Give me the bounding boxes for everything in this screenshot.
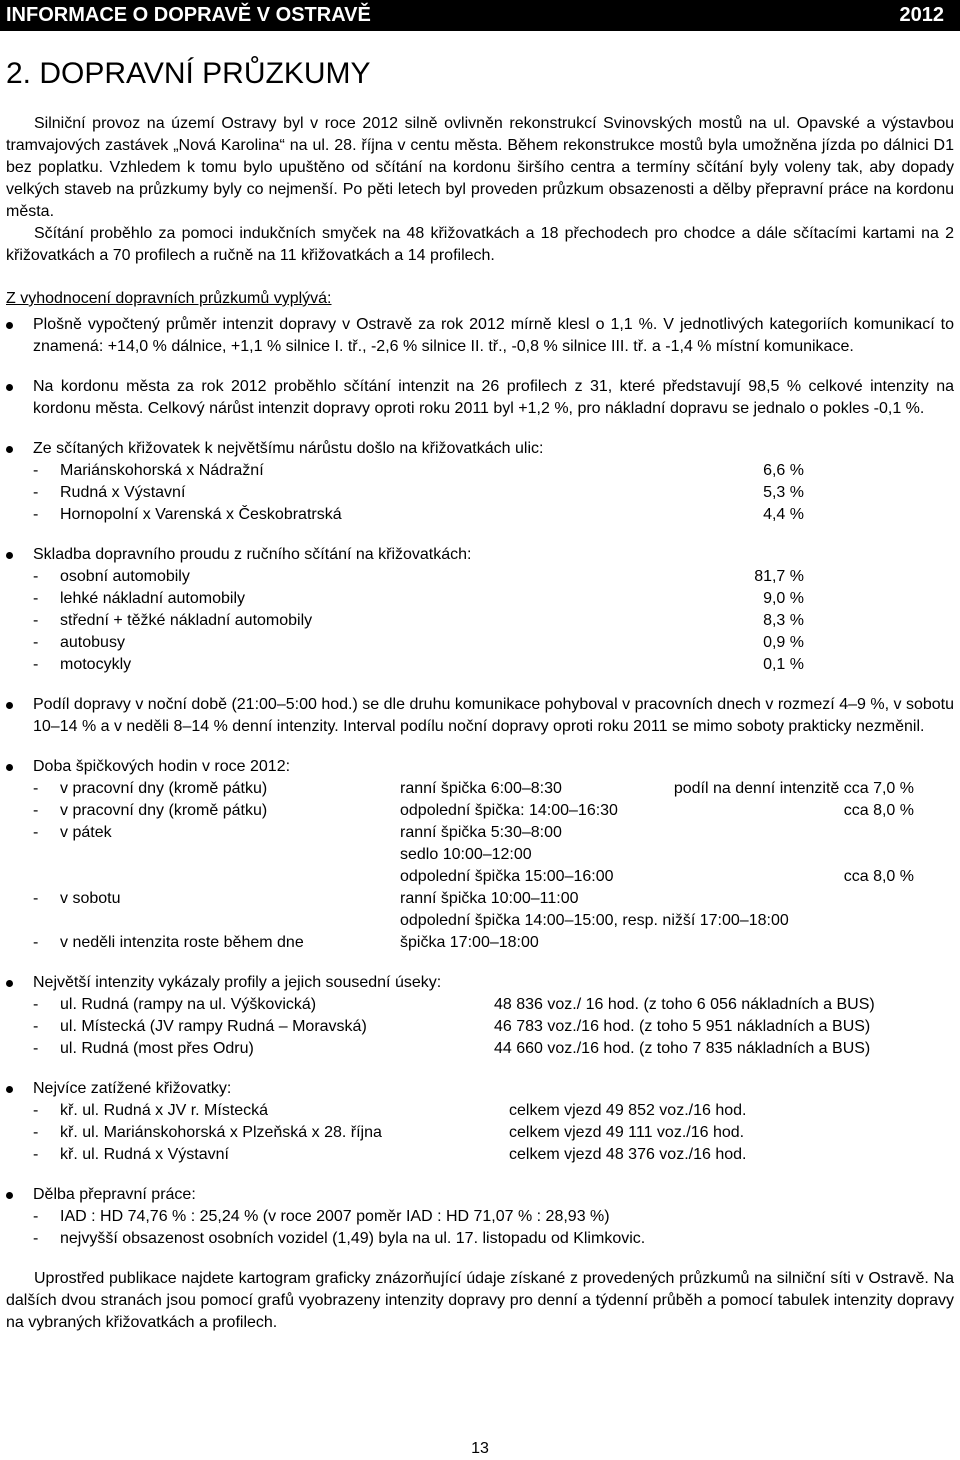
peak-hours-list bbox=[6, 778, 954, 954]
item-name: ul. Rudná (rampy na ul. Výškovická) bbox=[60, 996, 317, 1013]
bullet-icon bbox=[6, 1192, 13, 1199]
item-text: nejvyšší obsazenost osobních vozidel (1,49) byla na ul. 17. listopadu od Klimkovic. bbox=[60, 1230, 646, 1247]
item-name: Mariánskohorská x Nádražní bbox=[60, 462, 264, 479]
list-item bbox=[6, 588, 954, 610]
item-name: osobní automobily bbox=[60, 568, 190, 585]
busiest-intersections-list bbox=[6, 1100, 954, 1166]
item-value: celkem vjezd 48 376 voz./16 hod. bbox=[509, 1146, 747, 1163]
list-item bbox=[6, 482, 954, 504]
peak-time: špička 17:00–18:00 bbox=[400, 934, 539, 951]
finding-cordon bbox=[6, 376, 954, 420]
list-dash: - bbox=[33, 462, 39, 479]
list-dash: - bbox=[33, 934, 39, 951]
peak-share: cca 8,0 % bbox=[843, 868, 914, 885]
traffic-composition-list bbox=[6, 566, 954, 676]
list-item bbox=[6, 1038, 954, 1060]
item-value: 81,7 % bbox=[754, 568, 804, 585]
item-name: motocykly bbox=[60, 656, 132, 673]
finding-peak-hours bbox=[6, 756, 954, 778]
item-text: IAD : HD 74,76 % : 25,24 % (v roce 2007 poměr IAD : HD 71,07 % : 28,93 %) bbox=[60, 1208, 610, 1225]
peak-row bbox=[6, 910, 954, 932]
list-dash: - bbox=[33, 634, 39, 651]
list-dash: - bbox=[33, 590, 39, 607]
page-header bbox=[0, 0, 960, 31]
findings-heading: Z vyhodnocení dopravních průzkumů vyplývá: bbox=[6, 290, 332, 307]
peak-row bbox=[6, 844, 954, 866]
list-item bbox=[6, 566, 954, 588]
chapter-title: 2. DOPRAVNÍ PRŮZKUMY bbox=[6, 57, 371, 90]
header-year: 2012 bbox=[899, 4, 944, 26]
peak-row bbox=[6, 932, 954, 954]
item-value: 4,4 % bbox=[763, 506, 804, 523]
item-value: 0,1 % bbox=[763, 656, 804, 673]
list-item bbox=[6, 1100, 954, 1122]
list-item bbox=[6, 504, 954, 526]
list-item bbox=[6, 632, 954, 654]
peak-row bbox=[6, 888, 954, 910]
intro-paragraph-2: Sčítání proběhlo za pomoci indukčních smyček na 48 křižovatkách a 18 přechodech pro chodce a dále sčítacími kartami na 2 křižovatkách a 70 profilech a ručně na 11 křižovatkách a 14 profilech. bbox=[6, 225, 954, 264]
peak-time: odpolední špička 15:00–16:00 bbox=[400, 868, 614, 885]
intro-paragraph-1: Silniční provoz na území Ostravy byl v roce 2012 silně ovlivněn rekonstrukcí Svinovských mostů na ul. Opavské a výstavbou tramvajových zastávek „Nová Karolina“ na ul. 28. října v centu města. Během rekonstrukce mostů byla umožněna jízda po dálnici D1 bez poplatku. Vzhledem k tomu bylo upuštěno od sčítání na kordonu širšího centra a termíny sčítání byly voleny tak, aby dopady velkých staveb na průzkumy byly co nejmenší. Po pěti letech byl proveden průzkum obsazenosti a dělby přepravní práce na kordonu města. bbox=[6, 115, 954, 220]
finding-title: Dělba přepravní práce: bbox=[33, 1186, 196, 1203]
list-item bbox=[6, 460, 954, 482]
peak-time: odpolední špička: 14:00–16:30 bbox=[400, 802, 618, 819]
list-item bbox=[6, 1206, 954, 1228]
bullet-icon bbox=[6, 1086, 13, 1093]
finding-modal-split bbox=[6, 1184, 954, 1206]
list-dash: - bbox=[33, 484, 39, 501]
list-dash: - bbox=[33, 1124, 39, 1141]
highest-profiles-list bbox=[6, 994, 954, 1060]
peak-time: odpolední špička 14:00–15:00, resp. nižší 17:00–18:00 bbox=[400, 912, 789, 929]
list-item bbox=[6, 610, 954, 632]
bullet-icon bbox=[6, 980, 13, 987]
item-value: 44 660 voz./16 hod. (z toho 7 835 nákladních a BUS) bbox=[494, 1040, 871, 1057]
list-dash: - bbox=[33, 1230, 39, 1247]
intersection-growth-list bbox=[6, 460, 954, 526]
item-value: celkem vjezd 49 111 voz./16 hod. bbox=[509, 1124, 745, 1141]
peak-time: sedlo 10:00–12:00 bbox=[400, 846, 532, 863]
list-dash: - bbox=[33, 1208, 39, 1225]
bullet-icon bbox=[6, 702, 13, 709]
item-value: 8,3 % bbox=[763, 612, 804, 629]
peak-time: ranní špička 5:30–8:00 bbox=[400, 824, 562, 841]
item-value: celkem vjezd 49 852 voz./16 hod. bbox=[509, 1102, 747, 1119]
list-dash: - bbox=[33, 656, 39, 673]
bullet-icon bbox=[6, 764, 13, 771]
list-dash: - bbox=[33, 1146, 39, 1163]
item-name: ul. Rudná (most přes Odru) bbox=[60, 1040, 254, 1057]
bullet-icon bbox=[6, 446, 13, 453]
peak-day: v sobotu bbox=[60, 890, 121, 907]
finding-highest-profiles bbox=[6, 972, 954, 994]
finding-text: Na kordonu města za rok 2012 proběhlo sčítání intenzit na 26 profilech z 31, které představují 98,5 % celkové intenzity na kordonu města. Celkový nárůst intenzit dopravy oproti roku 2011 byl +1,2 %, pro nákladní dopravu se jednalo o pokles -0,1 %. bbox=[33, 378, 954, 417]
list-dash: - bbox=[33, 996, 39, 1013]
finding-traffic-composition bbox=[6, 544, 954, 566]
list-dash: - bbox=[33, 1102, 39, 1119]
peak-day: v pracovní dny (kromě pátku) bbox=[60, 780, 268, 797]
finding-night-traffic bbox=[6, 694, 954, 738]
finding-title: Doba špičkových hodin v roce 2012: bbox=[33, 758, 291, 775]
modal-split-list bbox=[6, 1206, 954, 1250]
list-dash: - bbox=[33, 890, 39, 907]
list-item bbox=[6, 1016, 954, 1038]
list-item bbox=[6, 994, 954, 1016]
finding-average-intensity bbox=[6, 314, 954, 358]
list-item bbox=[6, 1144, 954, 1166]
item-name: lehké nákladní automobily bbox=[60, 590, 246, 607]
item-name: Hornopolní x Varenská x Českobratrská bbox=[60, 506, 342, 523]
peak-share: cca 8,0 % bbox=[843, 802, 914, 819]
finding-intersection-growth bbox=[6, 438, 954, 460]
peak-share: podíl na denní intenzitě cca 7,0 % bbox=[673, 780, 914, 797]
list-dash: - bbox=[33, 568, 39, 585]
list-dash: - bbox=[33, 506, 39, 523]
item-name: autobusy bbox=[60, 634, 125, 651]
peak-day: v neděli intenzita roste během dne bbox=[60, 934, 304, 951]
item-value: 5,3 % bbox=[763, 484, 804, 501]
list-dash: - bbox=[33, 802, 39, 819]
item-value: 48 836 voz./ 16 hod. (z toho 6 056 nákladních a BUS) bbox=[494, 996, 875, 1013]
peak-row bbox=[6, 822, 954, 844]
list-dash: - bbox=[33, 780, 39, 797]
finding-text: Plošně vypočtený průměr intenzit dopravy v Ostravě za rok 2012 mírně klesl o 1,1 %. V jednotlivých kategoriích komunikací to znamená: +14,0 % dálnice, +1,1 % silnice I. tř., -2,6 % silnice II. tř., -0,8 % silnice III. tř. a -1,4 % místní komunikace. bbox=[33, 316, 954, 355]
finding-title: Skladba dopravního proudu z ručního sčítání na křižovatkách: bbox=[33, 546, 472, 563]
finding-title: Největší intenzity vykázaly profily a jejich sousední úseky: bbox=[33, 974, 442, 991]
list-dash: - bbox=[33, 824, 39, 841]
finding-busiest-intersections bbox=[6, 1078, 954, 1100]
peak-row bbox=[6, 778, 954, 800]
list-dash: - bbox=[33, 1018, 39, 1035]
page-number: 13 bbox=[471, 1440, 489, 1457]
list-item bbox=[6, 654, 954, 676]
bullet-icon bbox=[6, 322, 13, 329]
finding-text: Podíl dopravy v noční době (21:00–5:00 hod.) se dle druhu komunikace pohyboval v pracovních dnech v rozmezí 4–9 %, v sobotu 10–14 % a v neděli 8–14 % denní intenzity. Interval podílu noční dopravy oproti roku 2011 se mimo soboty prakticky nezměnil. bbox=[33, 696, 954, 735]
item-value: 6,6 % bbox=[763, 462, 804, 479]
peak-time: ranní špička 6:00–8:30 bbox=[400, 780, 562, 797]
bullet-icon bbox=[6, 384, 13, 391]
item-value: 46 783 voz./16 hod. (z toho 5 951 nákladních a BUS) bbox=[494, 1018, 871, 1035]
closing-paragraph: Uprostřed publikace najdete kartogram graficky znázorňující údaje získané z provedených průzkumů na silniční síti v Ostravě. Na dalších dvou stranách jsou pomocí grafů vyobrazeny intenzity dopravy pro denní a týdenní průběh a pomocí tabulek intenzity dopravy na vybraných křižovatkách a profilech. bbox=[6, 1270, 954, 1331]
finding-title: Ze sčítaných křižovatek k největšímu nárůstu došlo na křižovatkách ulic: bbox=[33, 440, 544, 457]
item-value: 0,9 % bbox=[763, 634, 804, 651]
peak-row bbox=[6, 866, 954, 888]
list-dash: - bbox=[33, 1040, 39, 1057]
item-name: kř. ul. Mariánskohorská x Plzeňská x 28. října bbox=[60, 1124, 382, 1141]
item-name: střední + těžké nákladní automobily bbox=[60, 612, 313, 629]
page-content bbox=[6, 113, 954, 1334]
list-item bbox=[6, 1122, 954, 1144]
peak-day: v pátek bbox=[60, 824, 112, 841]
item-name: kř. ul. Rudná x JV r. Místecká bbox=[60, 1102, 269, 1119]
list-item bbox=[6, 1228, 954, 1250]
finding-title: Nejvíce zatížené křižovatky: bbox=[33, 1080, 232, 1097]
bullet-icon bbox=[6, 552, 13, 559]
item-name: ul. Místecká (JV rampy Rudná – Moravská) bbox=[60, 1018, 367, 1035]
peak-row bbox=[6, 800, 954, 822]
peak-time: ranní špička 10:00–11:00 bbox=[400, 890, 579, 907]
item-name: Rudná x Výstavní bbox=[60, 484, 186, 501]
item-name: kř. ul. Rudná x Výstavní bbox=[60, 1146, 229, 1163]
list-dash: - bbox=[33, 612, 39, 629]
item-value: 9,0 % bbox=[763, 590, 804, 607]
peak-day: v pracovní dny (kromě pátku) bbox=[60, 802, 268, 819]
header-title: INFORMACE O DOPRAVĚ V OSTRAVĚ bbox=[6, 4, 371, 26]
